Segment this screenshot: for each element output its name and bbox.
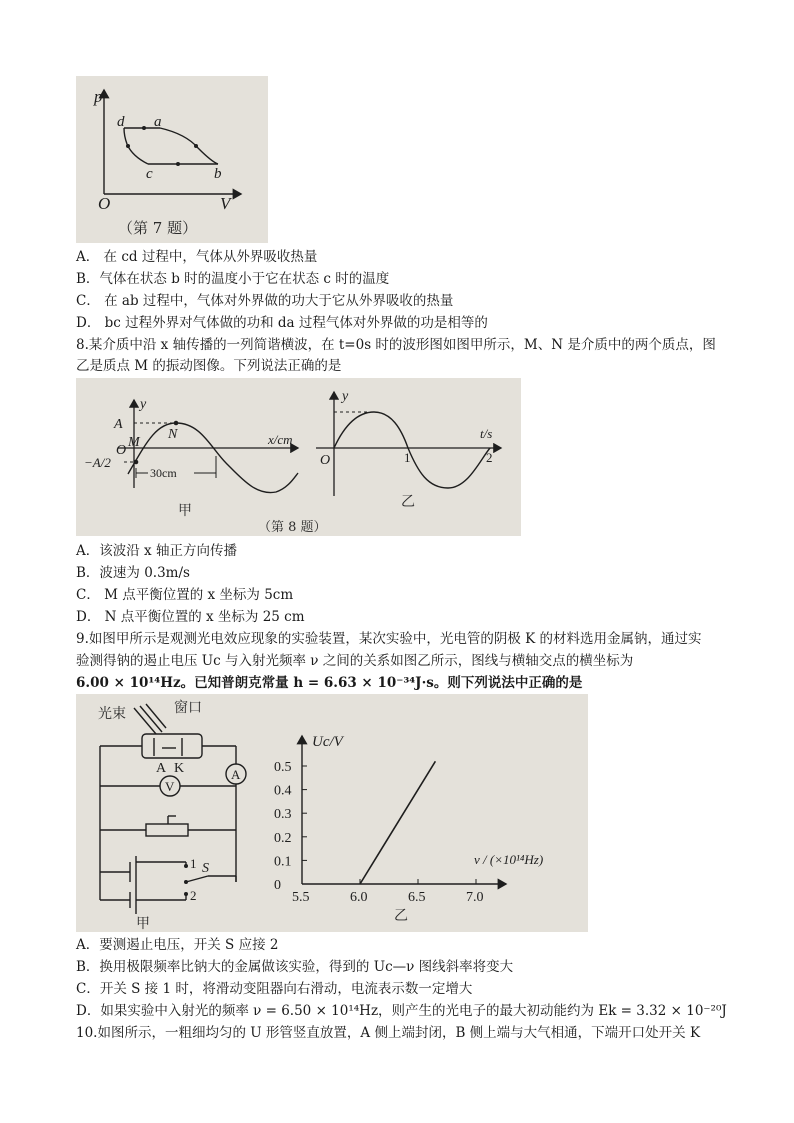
point-c-label: c xyxy=(146,166,153,182)
q9-option-d: D．如果实验中入射光的频率 ν = 6.50 × 10¹⁴Hz，则产生的光电子的最大初动能约为 Ek = 3.32 × 10⁻²⁰J xyxy=(76,1003,727,1019)
y-tick-label: 0.2 xyxy=(274,830,292,846)
q8-stem-line1: 8.某介质中沿 x 轴传播的一列简谐横波，在 t=0s 时的波形图如图甲所示，M、N 是介质中的两个质点，图 xyxy=(76,337,716,353)
yi-figure-label: 乙 xyxy=(401,494,415,510)
q9-option-a: A．要测遏止电压，开关 S 应接 2 xyxy=(76,937,279,953)
ab-curve xyxy=(160,128,218,164)
switch-pos-1: 1 xyxy=(190,856,197,871)
q7-option-c: C． 在 ab 过程中，气体对外界做的功大于它从外界吸收的热量 xyxy=(76,293,454,309)
chart-y-label: Uc/V xyxy=(312,734,343,750)
q8-caption: （第 8 题） xyxy=(258,520,327,535)
q9-stem-line2: 验测得钠的遏止电压 Uc 与入射光频率 ν 之间的关系如图乙所示，图线与横轴交点的横坐标为 xyxy=(76,653,634,669)
q8-option-a: A．该波沿 x 轴正方向传播 xyxy=(76,543,237,559)
x-tick-label: 6.5 xyxy=(408,890,426,905)
jia-figure-label: 甲 xyxy=(178,503,192,519)
q8-option-c: C． M 点平衡位置的 x 坐标为 5cm xyxy=(76,587,294,603)
axis-p-label: p xyxy=(94,87,103,106)
x-tick-label: 5.5 xyxy=(292,890,310,905)
voltmeter-label: V xyxy=(165,779,175,794)
jia-A-label: A xyxy=(114,417,123,432)
jia-N-label: N xyxy=(168,427,178,442)
yi-O-label: O xyxy=(320,453,331,468)
q7-pv-figure xyxy=(76,76,268,243)
window-label: 窗口 xyxy=(174,700,202,716)
jia-x-label: x/cm xyxy=(268,432,293,447)
q8-stem-line2: 乙是质点 M 的振动图像。下列说法正确的是 xyxy=(76,358,342,374)
q7-option-b: B．气体在状态 b 时的温度小于它在状态 c 时的温度 xyxy=(76,271,390,287)
q9-stem-line3: 6.00 × 10¹⁴Hz。已知普朗克常量 h = 6.63 × 10⁻³⁴J·s。则下列说法中正确的是 xyxy=(76,675,583,691)
q9-option-c: C．开关 S 接 1 时，将滑动变阻器向右滑动，电流表示数一定增大 xyxy=(76,981,473,997)
q9-stem-line1: 9.如图甲所示是观测光电效应现象的实验装置，某次实验中，光电管的阴极 K 的材料选用金属钠，通过实 xyxy=(76,631,702,647)
point-d-label: d xyxy=(117,114,125,130)
yi-figure-label-q9: 乙 xyxy=(394,908,408,924)
cathode-label: K xyxy=(174,761,185,776)
wave-yi xyxy=(334,412,493,488)
y-tick-label: 0.1 xyxy=(274,854,292,870)
q8-option-d: D． N 点平衡位置的 x 坐标为 25 cm xyxy=(76,609,305,625)
q9-photoelectric-figure xyxy=(76,694,588,932)
y-tick-label: 0.3 xyxy=(274,807,292,823)
yi-tick-1: 1 xyxy=(404,450,411,465)
point-a-label: a xyxy=(154,114,162,130)
uc-nu-chart xyxy=(274,734,543,905)
circuit-diagram xyxy=(100,704,236,914)
yi-tick-2: 2 xyxy=(486,450,493,465)
q7-caption: （第 7 题） xyxy=(118,219,198,237)
origin-label: O xyxy=(98,194,111,213)
x-tick-label: 7.0 xyxy=(466,890,484,905)
switch-pos-2: 2 xyxy=(190,888,197,903)
switch-S-label: S xyxy=(202,861,209,876)
ammeter-label: A xyxy=(231,767,241,782)
q7-option-d: D． bc 过程外界对气体做的功和 da 过程气体对外界做的功是相等的 xyxy=(76,315,488,331)
uc-nu-line xyxy=(360,761,435,884)
distance-30cm: 30cm xyxy=(150,466,177,480)
chart-x-label: ν / (×10¹⁴Hz) xyxy=(474,852,544,867)
jia-figure-label-q9: 甲 xyxy=(136,916,150,932)
point-b-label: b xyxy=(214,166,222,182)
y-tick-label: 0.4 xyxy=(274,783,292,799)
jia-M-label: M xyxy=(128,435,140,450)
q10-stem-line1: 10.如图所示，一粗细均匀的 U 形管竖直放置，A 侧上端封闭，B 侧上端与大气相通，下端开口处开关 K xyxy=(76,1025,701,1041)
q8-wave-figure xyxy=(76,378,521,536)
yi-t-label: t/s xyxy=(480,426,493,441)
jia-O-label: O xyxy=(116,443,127,458)
jia-y-label: y xyxy=(140,397,147,412)
x-tick-label: 6.0 xyxy=(350,890,368,905)
q9-option-b: B．换用极限频率比钠大的金属做该实验，得到的 Uc—ν 图线斜率将变大 xyxy=(76,959,514,975)
y-tick-label: 0.5 xyxy=(274,760,292,775)
light-beam-label: 光束 xyxy=(98,706,126,722)
axis-v-label: V xyxy=(220,194,231,213)
q8-option-b: B．波速为 0.3m/s xyxy=(76,565,190,581)
q7-option-a: A． 在 cd 过程中，气体从外界吸收热量 xyxy=(76,249,318,265)
jia-negA2-label: −A/2 xyxy=(84,455,111,470)
anode-label: A xyxy=(156,761,167,776)
y-tick-label: 0 xyxy=(274,878,281,893)
yi-y-label: y xyxy=(342,389,349,404)
